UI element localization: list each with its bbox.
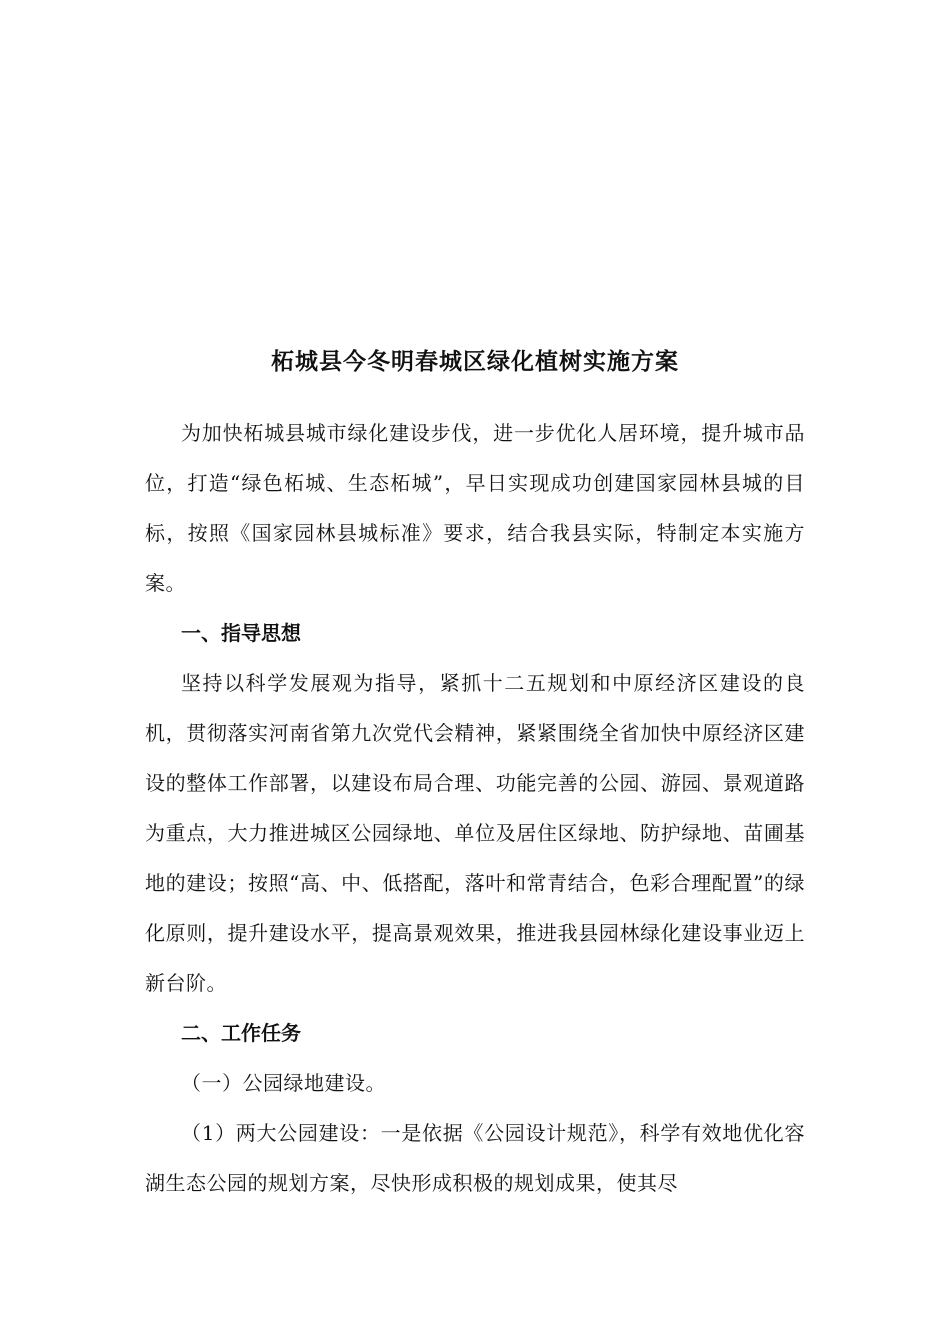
- subsection-park-green-space: （一）公园绿地建设。: [181, 1071, 386, 1095]
- intro-paragraph: 为加快柘城县城市绿化建设步伐，进一步优化人居环境，提升城市品位，打造“绿色柘城、生态柘城”，早日实现成功创建国家园林县城的目标，按照《国家园林县城标准》要求，结合我县实际，特制定本实施方案。: [145, 421, 805, 595]
- document-title: 柘城县今冬明春城区绿化植树实施方案: [271, 348, 679, 375]
- guiding-ideology-paragraph: 坚持以科学发展观为指导，紧抓十二五规划和中原经济区建设的良机，贯彻落实河南省第九次党代会精神，紧紧围绕全省加快中原经济区建设的整体工作部署，以建设布局合理、功能完善的公园、游园、景观道路为重点，大力推进城区公园绿地、单位及居住区绿地、防护绿地、苗圃基地的建设；按照“高、中、低搭配，落叶和常青结合，色彩合理配置”的绿化原则，提升建设水平，提高景观效果，推进我县园林绿化建设事业迈上新台阶。: [145, 671, 805, 995]
- item-two-parks: （1）两大公园建设：一是依据《公园设计规范》，科学有效地优化容湖生态公园的规划方案，尽快形成积极的规划成果，使其尽: [145, 1121, 805, 1195]
- section-heading-guiding-ideology: 一、指导思想: [181, 621, 301, 645]
- document-body: [145, 340, 805, 1208]
- section-heading-work-tasks: 二、工作任务: [181, 1021, 301, 1045]
